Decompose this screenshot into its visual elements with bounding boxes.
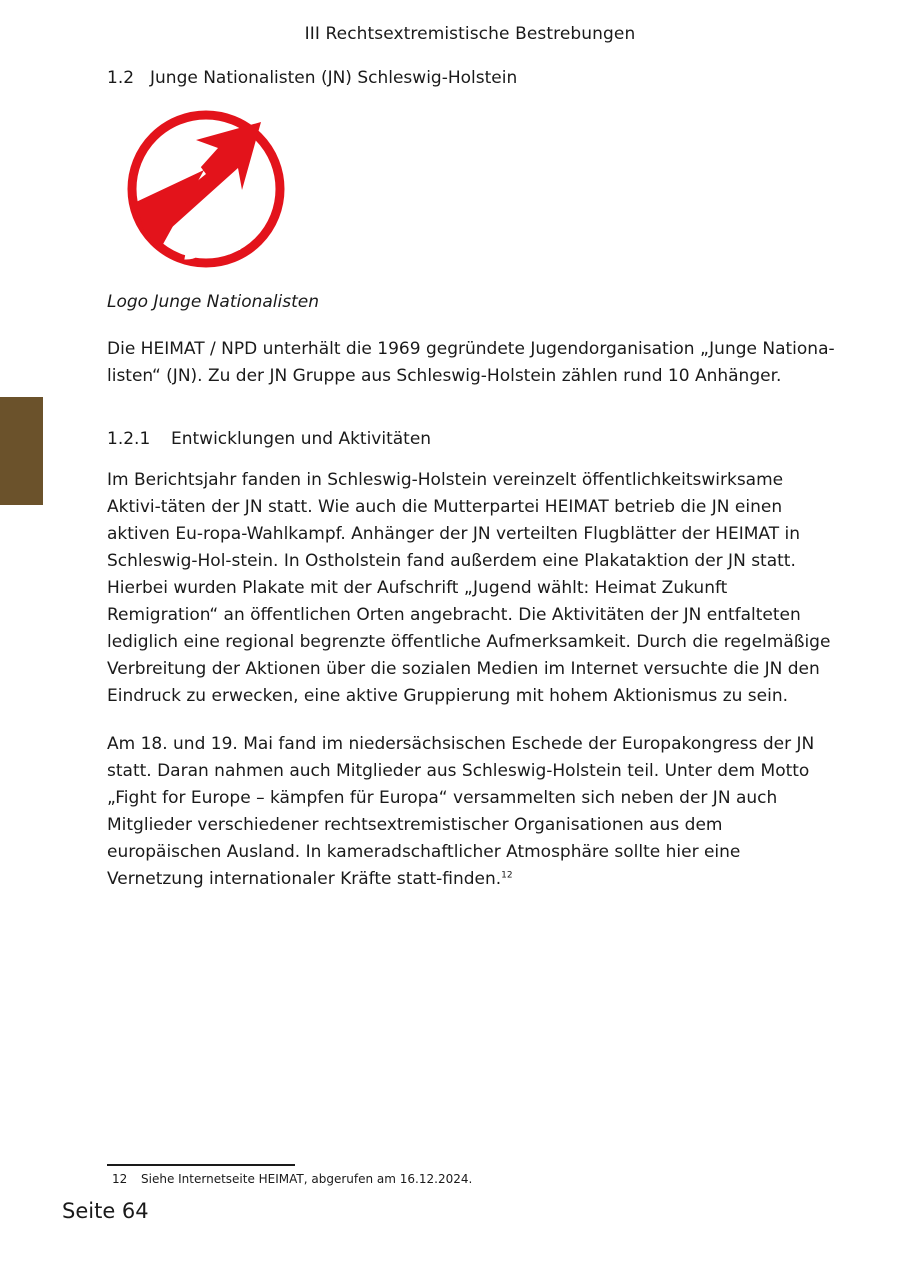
subsection-title: Entwicklungen und Aktivitäten: [171, 429, 432, 449]
page-number: Seite 64: [62, 1199, 149, 1223]
section-number: 1.2: [107, 68, 135, 88]
chapter-side-tab: [0, 397, 43, 505]
subsection-heading: [107, 429, 431, 449]
paragraph-activities: Im Berichtsjahr fanden in Schleswig-Holstein vereinzelt öffentlichkeitswirksame Aktivi-täten der JN statt. Wie auch die Mutterpartei HEIMAT betrieb die JN einen aktiven Eu-ropa-Wahlkampf. Anhänger der JN verteilten Flugblätter der HEIMAT in Schleswig-Hol-stein. In Ostholstein fand außerdem eine Plakataktion der JN statt. Hierbei wurden Plakate mit der Aufschrift „Jugend wählt: Heimat Zukunft Remigration“ an öffentlichen Orten angebracht. Die Aktivitäten der JN entfalteten lediglich eine regional begrenzte öffentliche Aufmerksamkeit. Durch die regelmäßige Verbreitung der Aktionen über die sozialen Medien im Internet versuchte die JN den Eindruck zu erwecken, eine aktive Gruppierung mit hohem Aktionismus zu sein.: [107, 470, 831, 706]
section-heading: [107, 68, 517, 88]
section-title: Junge Nationalisten (JN) Schleswig-Holstein: [150, 68, 518, 88]
jn-logo: [126, 110, 286, 268]
footnote-divider: [107, 1164, 295, 1166]
footnote-text: Siehe Internetseite HEIMAT, abgerufen am 16.12.2024.: [141, 1172, 473, 1186]
logo-caption: Logo Junge Nationalisten: [107, 292, 320, 312]
paragraph-europakongress: [107, 731, 837, 893]
paragraph-europakongress-text: Am 18. und 19. Mai fand im niedersächsischen Eschede der Europakongress der JN statt. Daran nahmen auch Mitglieder aus Schleswig-Holstein teil. Unter dem Motto „Fight for Europe – kämpfen für Europa“ versammelten sich neben der JN auch Mitglieder verschiedener rechtsextremistischer Organisationen aus dem europäischen Ausland. In kameradschaftlicher Atmosphäre sollte hier eine Vernetzung internationaler Kräfte statt-finden.: [107, 734, 815, 889]
footnote-number: 12: [112, 1172, 128, 1186]
footnote: [112, 1172, 472, 1186]
running-header: III Rechtsextremistische Bestrebungen: [304, 24, 636, 44]
logo-text: JN: [192, 207, 248, 261]
intro-paragraph: Die HEIMAT / NPD unterhält die 1969 gegründete Jugendorganisation „Junge Nationa-listen“ (JN). Zu der JN Gruppe aus Schleswig-Holstein zählen rund 10 Anhänger.: [107, 339, 835, 386]
footnote-reference[interactable]: 12: [501, 870, 513, 881]
subsection-number: 1.2.1: [107, 429, 151, 449]
